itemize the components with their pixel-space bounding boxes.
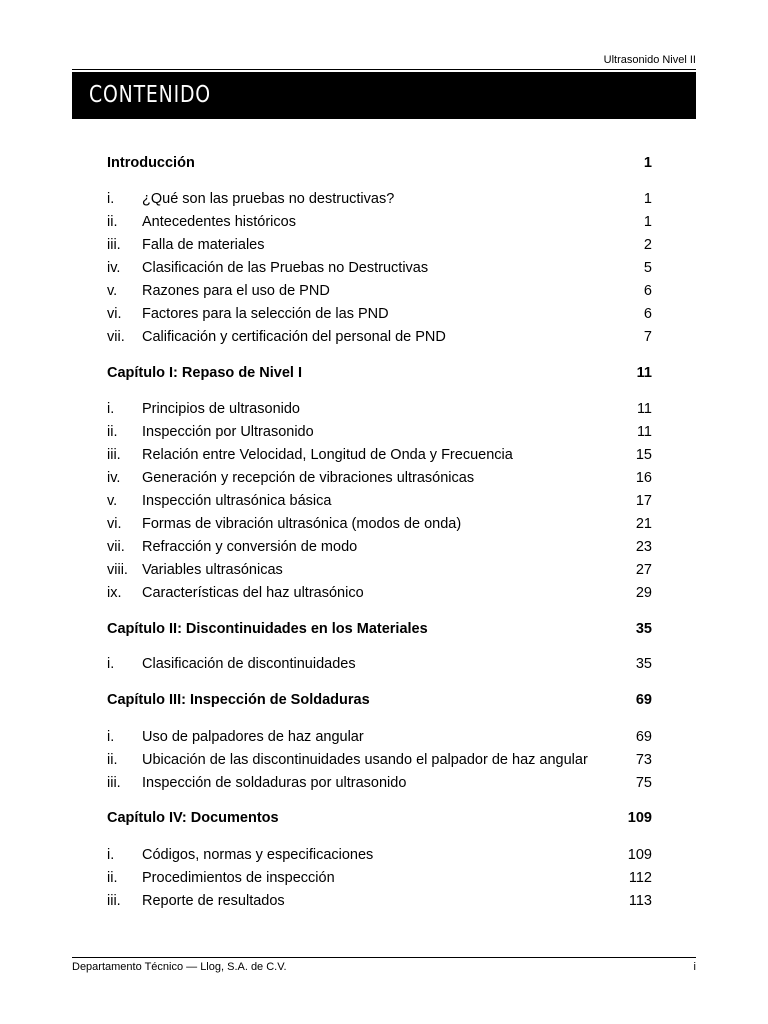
toc-entry-label: Formas de vibración ultrasónica (modos de onda) bbox=[142, 516, 462, 532]
toc-entry-label: Relación entre Velocidad, Longitud de Onda y Frecuencia bbox=[142, 447, 513, 463]
toc-entry-label: Falla de materiales bbox=[142, 237, 265, 253]
toc-entry-number: i. bbox=[107, 401, 115, 417]
toc-entry-row[interactable] bbox=[107, 327, 652, 347]
toc-entry-number: i. bbox=[107, 847, 115, 863]
toc-entry-page: 113 bbox=[628, 893, 652, 909]
toc-entry-row[interactable] bbox=[107, 654, 652, 674]
toc-entry-label: ¿Qué son las pruebas no destructivas? bbox=[142, 191, 395, 207]
toc-entry-page: 6 bbox=[643, 283, 652, 299]
toc-chapter-row[interactable] bbox=[107, 808, 652, 828]
footer-left: Departamento Técnico — Llog, S.A. de C.V. bbox=[72, 961, 287, 973]
toc-entry-row[interactable] bbox=[107, 304, 652, 324]
toc-entry-number: ii. bbox=[107, 214, 118, 230]
toc-entry-page: 11 bbox=[636, 424, 652, 440]
toc-entry-page: 11 bbox=[636, 401, 652, 417]
footer-page-number: i bbox=[693, 961, 696, 973]
toc-entry-number: v. bbox=[107, 283, 118, 299]
toc-entry-row[interactable] bbox=[107, 235, 652, 255]
toc-entry-page: 75 bbox=[635, 775, 652, 791]
toc-entry-number: v. bbox=[107, 493, 118, 509]
toc-entry-page: 35 bbox=[635, 656, 652, 672]
toc-entry-label: Calificación y certificación del personal de PND bbox=[142, 329, 446, 345]
toc-entry-page: 21 bbox=[635, 516, 652, 532]
toc-entry-label: Inspección ultrasónica básica bbox=[142, 493, 332, 509]
toc-entry-label: Procedimientos de inspección bbox=[142, 870, 335, 886]
toc-entry-row[interactable] bbox=[107, 868, 652, 888]
toc-entry-number: iii. bbox=[107, 893, 121, 909]
toc-entry-number: iv. bbox=[107, 470, 121, 486]
toc-entry-row[interactable] bbox=[107, 491, 652, 511]
toc-chapter-row[interactable] bbox=[107, 690, 652, 710]
toc-entry-number: iii. bbox=[107, 775, 121, 791]
toc-entry-row[interactable] bbox=[107, 537, 652, 557]
toc-entry-row[interactable] bbox=[107, 468, 652, 488]
toc-chapter-title: Capítulo IV: Documentos bbox=[107, 810, 279, 826]
toc-entry-number: vii. bbox=[107, 329, 125, 345]
header-rule bbox=[72, 69, 696, 70]
toc-entry-row[interactable] bbox=[107, 750, 652, 770]
toc-entry-row[interactable] bbox=[107, 422, 652, 442]
toc-chapter-page: 1 bbox=[643, 155, 652, 171]
toc-entry-row[interactable] bbox=[107, 189, 652, 209]
toc-entry-number: ii. bbox=[107, 870, 118, 886]
toc-entry-row[interactable] bbox=[107, 514, 652, 534]
toc-entry-label: Generación y recepción de vibraciones ultrasónicas bbox=[142, 470, 475, 486]
toc-entry-label: Antecedentes históricos bbox=[142, 214, 296, 230]
toc-entry-row[interactable] bbox=[107, 258, 652, 278]
toc-entry-page: 1 bbox=[643, 214, 652, 230]
toc-chapter-page: 109 bbox=[627, 810, 652, 826]
toc-entry-number: viii. bbox=[107, 562, 128, 578]
toc-entry-number: vii. bbox=[107, 539, 125, 555]
toc-entry-label: Clasificación de discontinuidades bbox=[142, 656, 356, 672]
toc-entry-number: i. bbox=[107, 729, 115, 745]
footer-rule bbox=[72, 957, 696, 958]
toc-entry-page: 73 bbox=[635, 752, 652, 768]
toc-entry-row[interactable] bbox=[107, 891, 652, 911]
toc-entry-number: ii. bbox=[107, 424, 118, 440]
toc-entry-label: Características del haz ultrasónico bbox=[142, 585, 364, 601]
toc-chapter-title: Capítulo II: Discontinuidades en los Materiales bbox=[107, 621, 428, 637]
toc-entry-label: Códigos, normas y especificaciones bbox=[142, 847, 374, 863]
toc-entry-page: 109 bbox=[627, 847, 652, 863]
toc-chapter-title: Introducción bbox=[107, 155, 195, 171]
toc-entry-label: Inspección de soldaduras por ultrasonido bbox=[142, 775, 407, 791]
toc-entry-number: iii. bbox=[107, 237, 121, 253]
toc-entry-page: 16 bbox=[635, 470, 652, 486]
toc-entry-page: 15 bbox=[635, 447, 652, 463]
toc-entry-page: 1 bbox=[643, 191, 652, 207]
toc-entry-label: Uso de palpadores de haz angular bbox=[142, 729, 364, 745]
toc-entry-number: iv. bbox=[107, 260, 121, 276]
toc-entry-page: 2 bbox=[643, 237, 652, 253]
toc-chapter-page: 11 bbox=[636, 365, 652, 381]
toc-entry-label: Refracción y conversión de modo bbox=[142, 539, 358, 555]
toc-entry-number: ii. bbox=[107, 752, 118, 768]
toc-entry-row[interactable] bbox=[107, 727, 652, 747]
toc-entry-number: vi. bbox=[107, 306, 122, 322]
toc-entry-page: 5 bbox=[643, 260, 652, 276]
toc-entry-page: 23 bbox=[635, 539, 652, 555]
toc-entry-number: i. bbox=[107, 191, 115, 207]
running-header: Ultrasonido Nivel II bbox=[603, 54, 696, 66]
toc-entry-number: iii. bbox=[107, 447, 121, 463]
toc-entry-number: i. bbox=[107, 656, 115, 672]
toc-chapter-title: Capítulo I: Repaso de Nivel I bbox=[107, 365, 302, 381]
toc-entry-row[interactable] bbox=[107, 399, 652, 419]
toc-entry-label: Ubicación de las discontinuidades usando el palpador de haz angular bbox=[142, 752, 588, 768]
toc-entry-page: 17 bbox=[635, 493, 652, 509]
toc-chapter-row[interactable] bbox=[107, 363, 652, 383]
title-band bbox=[72, 72, 696, 119]
toc-entry-label: Variables ultrasónicas bbox=[142, 562, 283, 578]
toc-entry-page: 69 bbox=[635, 729, 652, 745]
toc-entry-row[interactable] bbox=[107, 212, 652, 232]
page-title: CONTENIDO bbox=[89, 82, 211, 108]
toc-entry-row[interactable] bbox=[107, 773, 652, 793]
toc-entry-label: Reporte de resultados bbox=[142, 893, 285, 909]
toc-entry-row[interactable] bbox=[107, 845, 652, 865]
toc-entry-page: 29 bbox=[635, 585, 652, 601]
toc-entry-label: Razones para el uso de PND bbox=[142, 283, 330, 299]
toc-entry-label: Factores para la selección de las PND bbox=[142, 306, 389, 322]
toc-entry-label: Inspección por Ultrasonido bbox=[142, 424, 314, 440]
toc-entry-page: 27 bbox=[635, 562, 652, 578]
toc-chapter-page: 69 bbox=[635, 692, 652, 708]
toc-chapter-title: Capítulo III: Inspección de Soldaduras bbox=[107, 692, 370, 708]
toc-chapter-row[interactable] bbox=[107, 619, 652, 639]
toc-entry-row[interactable] bbox=[107, 560, 652, 580]
toc-chapter-page: 35 bbox=[635, 621, 652, 637]
toc-chapter-row[interactable] bbox=[107, 153, 652, 173]
toc-entry-label: Principios de ultrasonido bbox=[142, 401, 300, 417]
toc-entry-number: vi. bbox=[107, 516, 122, 532]
toc-entry-row[interactable] bbox=[107, 281, 652, 301]
toc-entry-row[interactable] bbox=[107, 583, 652, 603]
toc-entry-row[interactable] bbox=[107, 445, 652, 465]
toc-entry-label: Clasificación de las Pruebas no Destructivas bbox=[142, 260, 429, 276]
toc-entry-page: 112 bbox=[628, 870, 652, 886]
toc-entry-page: 6 bbox=[643, 306, 652, 322]
toc-entry-number: ix. bbox=[107, 585, 122, 601]
toc-entry-page: 7 bbox=[643, 329, 652, 345]
